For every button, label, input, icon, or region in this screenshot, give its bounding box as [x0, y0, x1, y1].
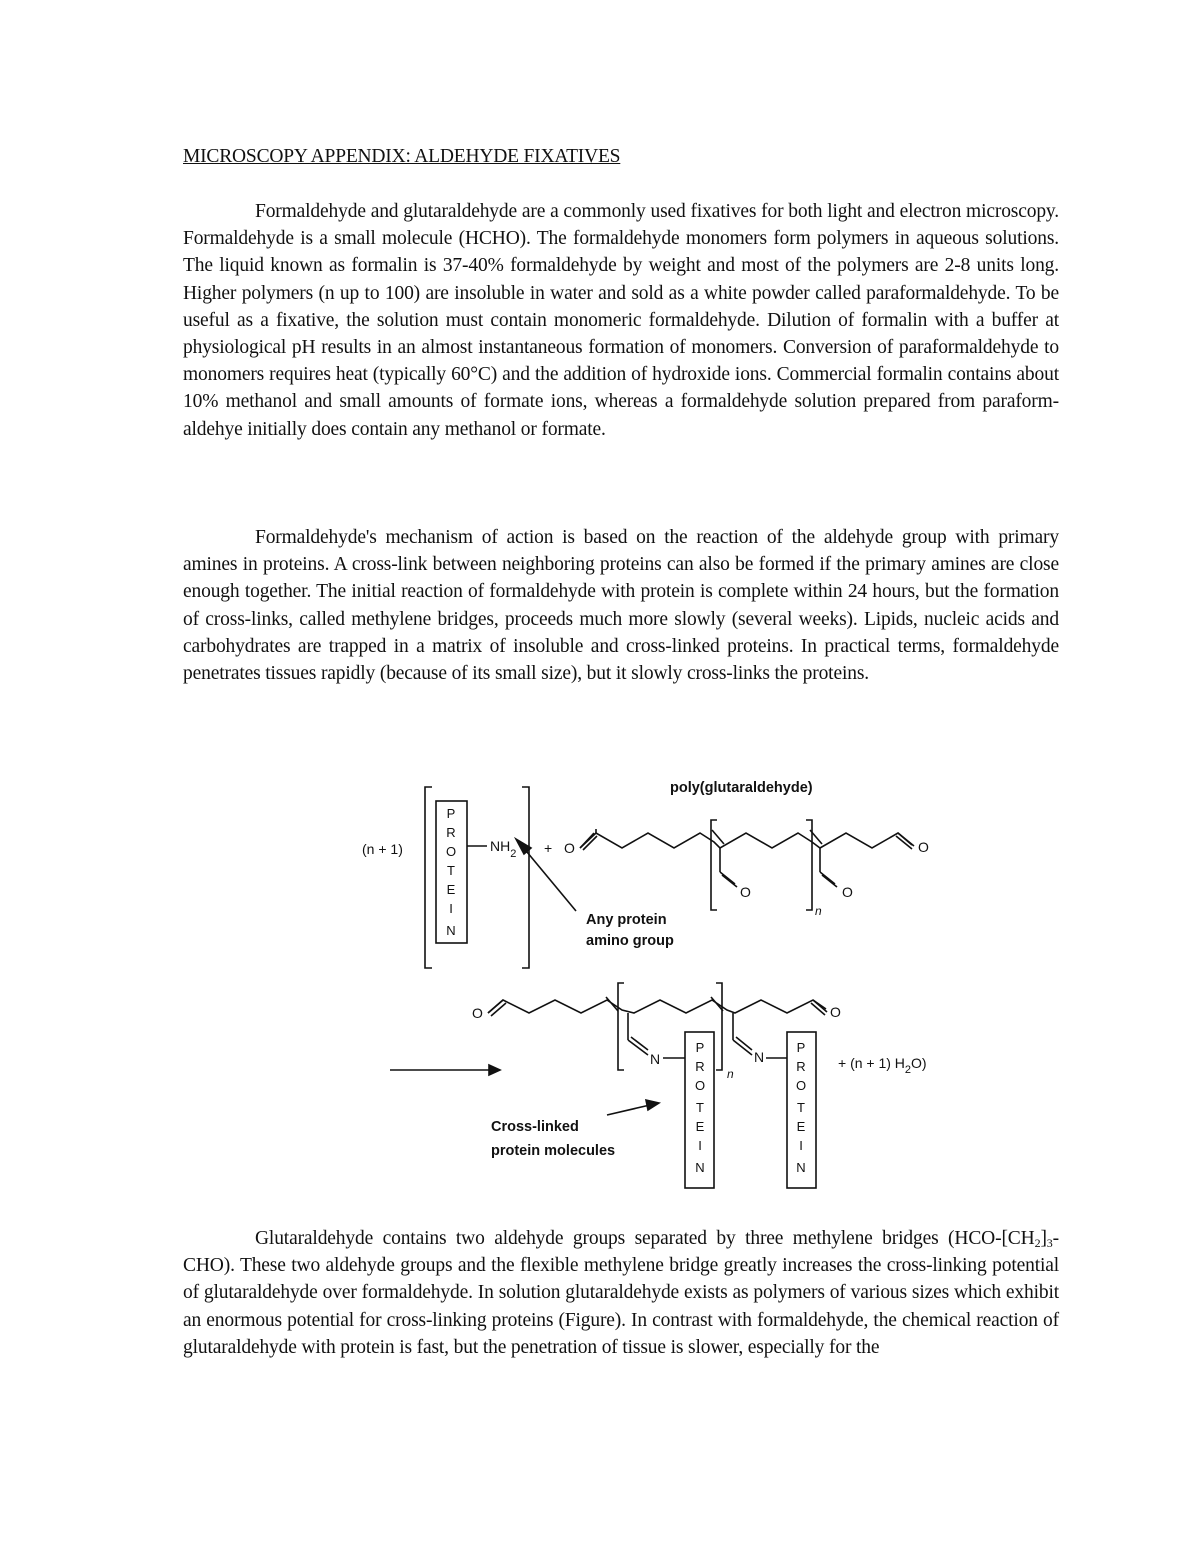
paragraph-formaldehyde-intro: Formaldehyde and glutaraldehyde are a commonly used fixatives for both light and electron microscopy. Formaldehyde is a small molecule (HCHO). The formaldehyde monomers form polymers in aqueous solutions. The liquid known as formalin is 37-40% formaldehyde by weight and most of the polymers are 2-8 units long. Higher polymers (n up to 100) are insoluble in water and sold as a white powder called paraformaldehyde. To be useful as a fixative, the solution must contain monomeric formaldehyde. Dilution of formalin with a buffer at physiological pH results in an almost instantaneous formation of monomers. Conversion of paraformaldehyde to monomers requires heat (typically 60°C) and the addition of hydroxide ions. Commercial formalin contains about 10% methanol and small amounts of formate ions, whereas a formaldehyde solution prepared from paraform-aldehye initially does contain any methanol or formate.: [183, 201, 1059, 440]
svg-text:T: T: [797, 1100, 805, 1115]
oxygen-top-left: O: [564, 840, 575, 856]
svg-text:P: P: [446, 806, 456, 821]
svg-text:O: O: [445, 844, 457, 859]
svg-text:P: P: [796, 1040, 806, 1055]
svg-text:R: R: [446, 825, 456, 840]
subscript-n-bottom: n: [727, 1067, 734, 1081]
annotation-amino-line2: amino group: [586, 933, 674, 949]
svg-text:O: O: [694, 1078, 706, 1093]
oxygen-top-right: O: [918, 839, 929, 855]
page-title: MICROSCOPY APPENDIX: ALDEHYDE FIXATIVES: [183, 146, 621, 167]
oxygen-bottom-left: O: [472, 1005, 483, 1021]
protein-box-label-1: [446, 806, 456, 938]
annotation-crosslinked-line2: protein molecules: [491, 1143, 616, 1159]
protein-box-label-2: [695, 1040, 705, 1175]
plus-sign: +: [544, 840, 553, 856]
paragraph-glutaraldehyde: Glutaraldehyde contains two aldehyde groups separated by three methylene bridges $(HCO-[CH_2]_3-CHO)$. These two aldehyde groups and the flexible methylene bridge greatly increases the cross-linking potential of glutaraldehyde over formaldehyde. In solution glutaraldehyde exists as polymers of various sizes which exhibit an enormous potential for cross-linking proteins (Figure). In contrast with formaldehyde, the chemical reaction of glutaraldehyde with protein is fast, but the penetration of tissue is slower, especially for the: [183, 1228, 1059, 1358]
svg-text:T: T: [696, 1100, 704, 1115]
nitrogen-1: N: [650, 1051, 661, 1067]
oxygen-bottom-right: O: [830, 1004, 841, 1020]
svg-text:N: N: [446, 923, 456, 938]
multiplier-label: (n + 1): [362, 841, 403, 857]
svg-text:T: T: [447, 863, 455, 878]
annotation-crosslinked-line1: Cross-linked: [491, 1119, 579, 1135]
oxygen-pendant-2: O: [842, 884, 853, 900]
svg-text:I: I: [449, 901, 453, 916]
svg-text:R: R: [695, 1059, 705, 1074]
subscript-n-top: n: [815, 904, 822, 918]
annotation-amino-line1: Any protein: [586, 912, 667, 928]
nitrogen-2: N: [754, 1049, 765, 1065]
svg-text:P: P: [695, 1040, 705, 1055]
svg-text:O: O: [795, 1078, 807, 1093]
svg-text:I: I: [698, 1138, 702, 1153]
svg-text:R: R: [796, 1059, 806, 1074]
svg-text:E: E: [446, 882, 456, 897]
water-product: + (n + 1) $H_2O$): [838, 1055, 927, 1076]
svg-text:I: I: [799, 1138, 803, 1153]
polymer-label: poly(glutaraldehyde): [670, 780, 813, 796]
svg-text:N: N: [695, 1160, 705, 1175]
paragraph-mechanism: Formaldehyde's mechanism of action is based on the reaction of the aldehyde group with primary amines in proteins. A cross-link between neighboring proteins can also be formed if the primary amines are close enough together. The initial reaction of formaldehyde with protein is complete within 24 hours, but the formation of cross-links, called methylene bridges, proceeds much more slowly (several weeks). Lipids, nucleic acids and carbohydrates are trapped in a matrix of insoluble and cross-linked proteins. In practical terms, formaldehyde penetrates tissues rapidly (because of its small size), but it slowly cross-links the proteins.: [183, 527, 1059, 685]
svg-text:E: E: [695, 1119, 705, 1134]
protein-box-label-3: [796, 1040, 806, 1175]
svg-text:N: N: [796, 1160, 806, 1175]
svg-text:E: E: [796, 1119, 806, 1134]
oxygen-pendant-1: O: [740, 884, 751, 900]
amine-label: $NH_2$: [490, 838, 517, 860]
